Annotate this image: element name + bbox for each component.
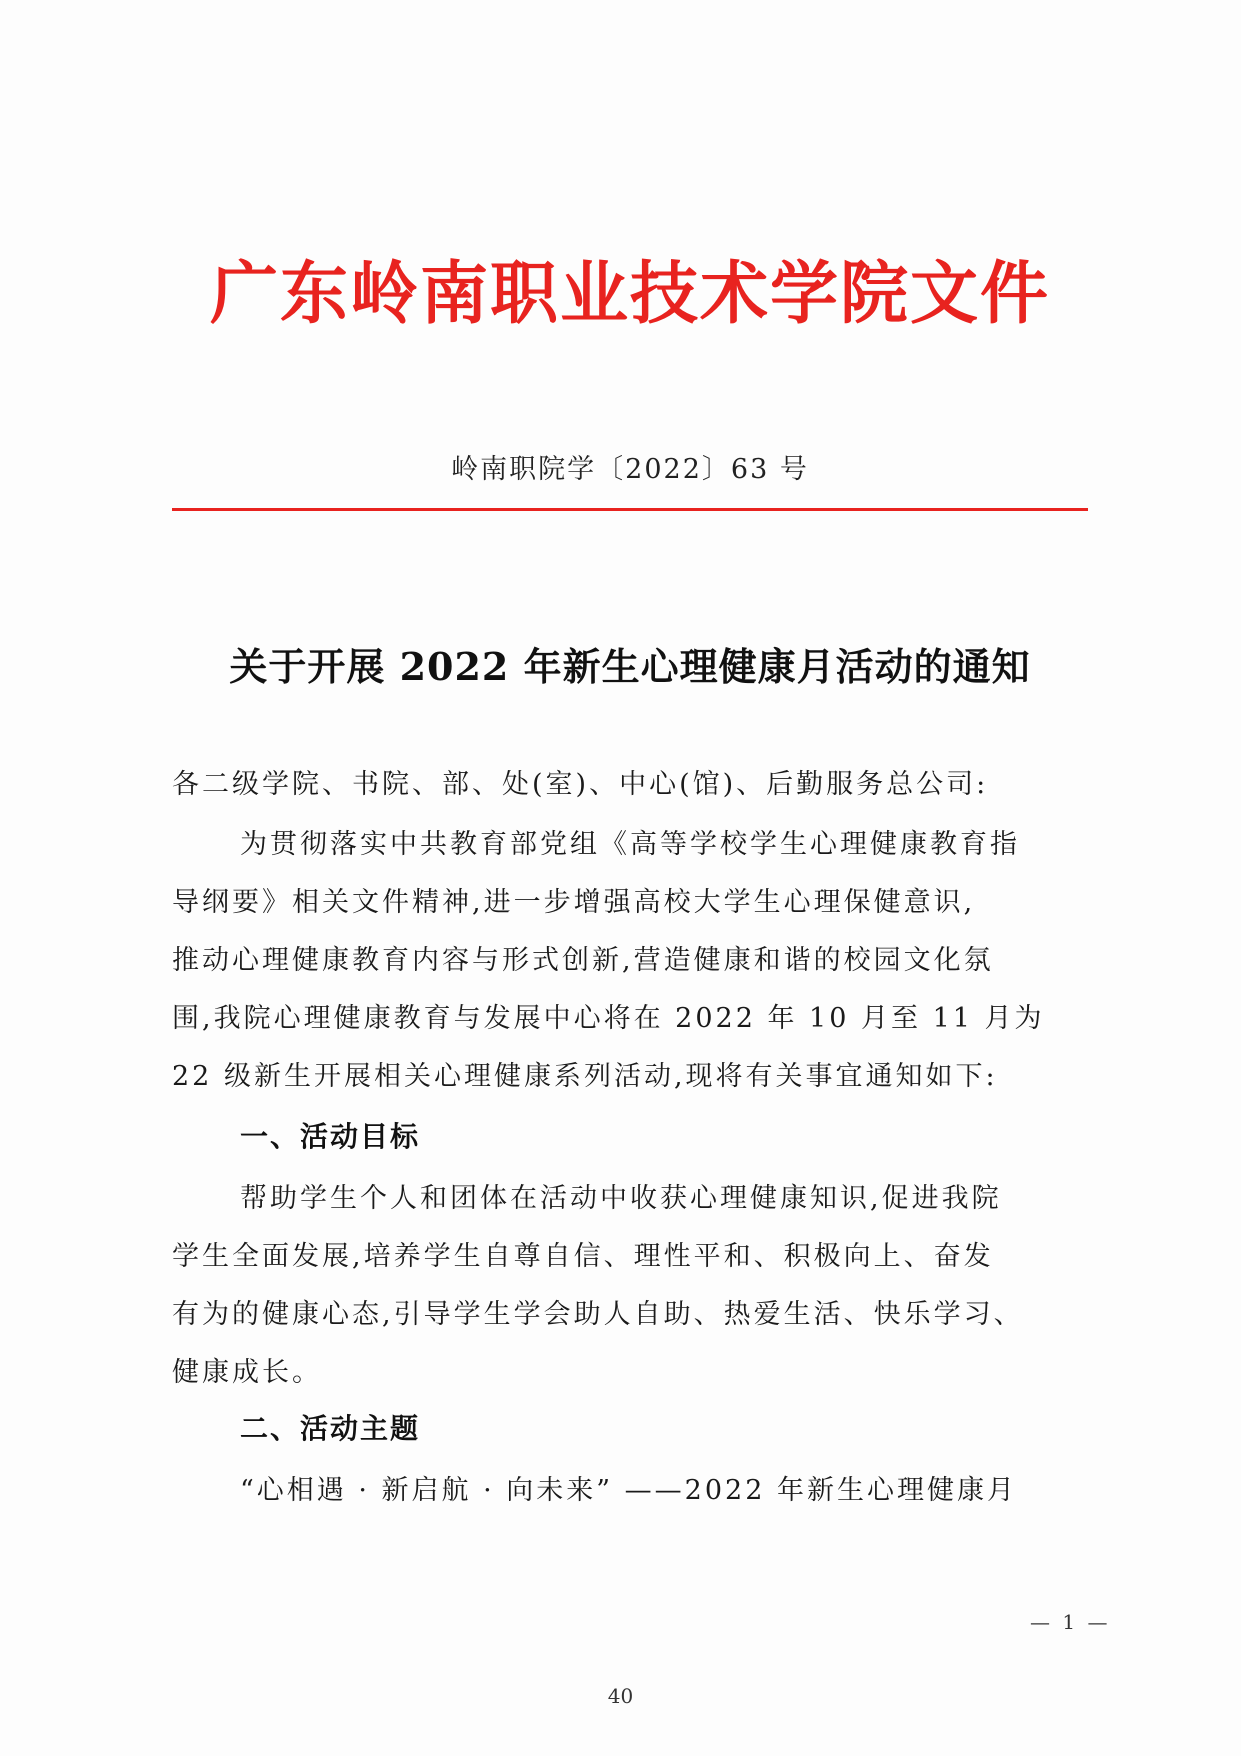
section1-line: 有为的健康心态,引导学生学会助人自助、热爱生活、快乐学习、 (172, 1299, 1024, 1330)
section-heading-theme: 二、活动主题 (240, 1412, 421, 1445)
institution-header: 广东岭南职业技术学院文件 (209, 255, 1050, 334)
recipients-line: 各二级学院、书院、部、处(室)、中心(馆)、后勤服务总公司: (172, 769, 989, 800)
intro-line: 推动心理健康教育内容与形式创新,营造健康和谐的校园文化氛 (172, 945, 994, 976)
notice-title: 关于开展 2022 年新生心理健康月活动的通知 (229, 644, 1031, 689)
intro-line: 22 级新生开展相关心理健康系列活动,现将有关事宜通知如下: (172, 1061, 998, 1092)
page-number: 40 (607, 1684, 634, 1708)
page-mark: — 1 — (1030, 1610, 1111, 1634)
section2-line: “心相遇 · 新启航 · 向未来” ——2022 年新生心理健康月 (240, 1475, 1017, 1506)
document-number: 岭南职院学〔2022〕63 号 (451, 454, 809, 485)
red-divider (172, 508, 1088, 511)
section1-line: 学生全面发展,培养学生自尊自信、理性平和、积极向上、奋发 (172, 1241, 994, 1272)
intro-line: 导纲要》相关文件精神,进一步增强高校大学生心理保健意识, (172, 887, 976, 918)
section1-line: 健康成长。 (172, 1357, 322, 1388)
intro-line: 为贯彻落实中共教育部党组《高等学校学生心理健康教育指 (240, 829, 1020, 860)
section-heading-goal: 一、活动目标 (240, 1120, 421, 1153)
intro-line: 围,我院心理健康教育与发展中心将在 2022 年 10 月至 11 月为 (172, 1003, 1045, 1034)
section1-line: 帮助学生个人和团体在活动中收获心理健康知识,促进我院 (240, 1183, 1002, 1214)
